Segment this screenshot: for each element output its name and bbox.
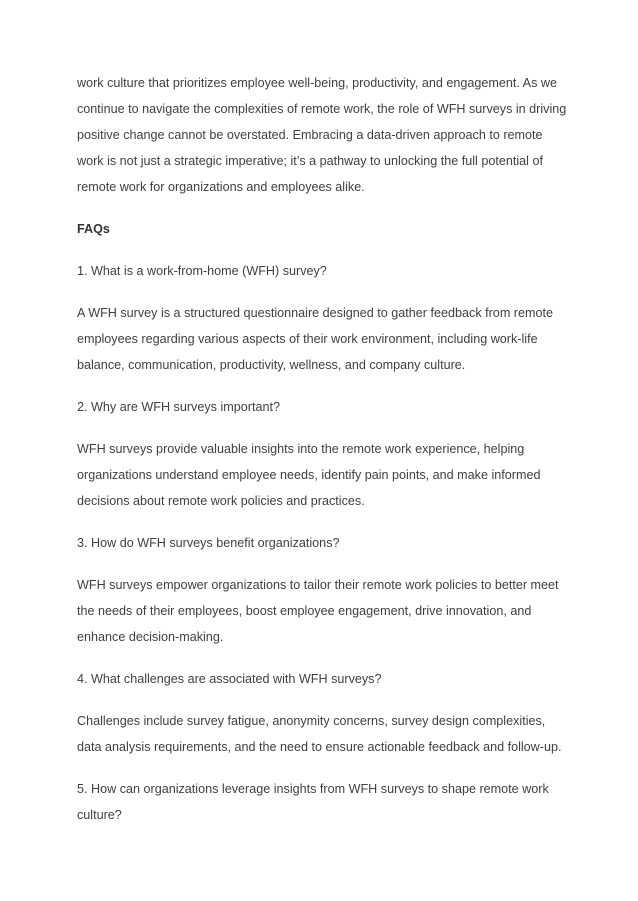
faq-answer-1: A WFH survey is a structured questionnaire designed to gather feedback from remote employees regarding various aspects of their work environment, including work-life balance, communication, productivity, wellness, and company culture. <box>77 306 553 372</box>
faq-question-3: 3. How do WFH surveys benefit organizations? <box>77 536 340 550</box>
faq-heading: FAQs <box>77 222 110 236</box>
faq-question-2: 2. Why are WFH surveys important? <box>77 400 280 414</box>
faq-answer-3: WFH surveys empower organizations to tailor their remote work policies to better meet the needs of their employees, boost employee engagement, drive innovation, and enhance decision-making. <box>77 578 559 644</box>
faq-question-5: 5. How can organizations leverage insights from WFH surveys to shape remote work culture? <box>77 782 549 822</box>
faq-question-4: 4. What challenges are associated with WFH surveys? <box>77 672 382 686</box>
intro-paragraph: work culture that prioritizes employee well-being, productivity, and engagement. As we continue to navigate the complexities of remote work, the role of WFH surveys in driving positive change cannot be overstated. Embracing a data-driven approach to remote work is not just a strategic imperative; it’s a pathway to unlocking the full potential of remote work for organizations and employees alike. <box>77 76 567 194</box>
faq-question-1: 1. What is a work-from-home (WFH) survey? <box>77 264 327 278</box>
faq-answer-4: Challenges include survey fatigue, anonymity concerns, survey design complexities, data analysis requirements, and the need to ensure actionable feedback and follow-up. <box>77 714 562 754</box>
document-page <box>77 70 567 844</box>
faq-answer-2: WFH surveys provide valuable insights into the remote work experience, helping organizations understand employee needs, identify pain points, and make informed decisions about remote work policies and practices. <box>77 442 541 508</box>
